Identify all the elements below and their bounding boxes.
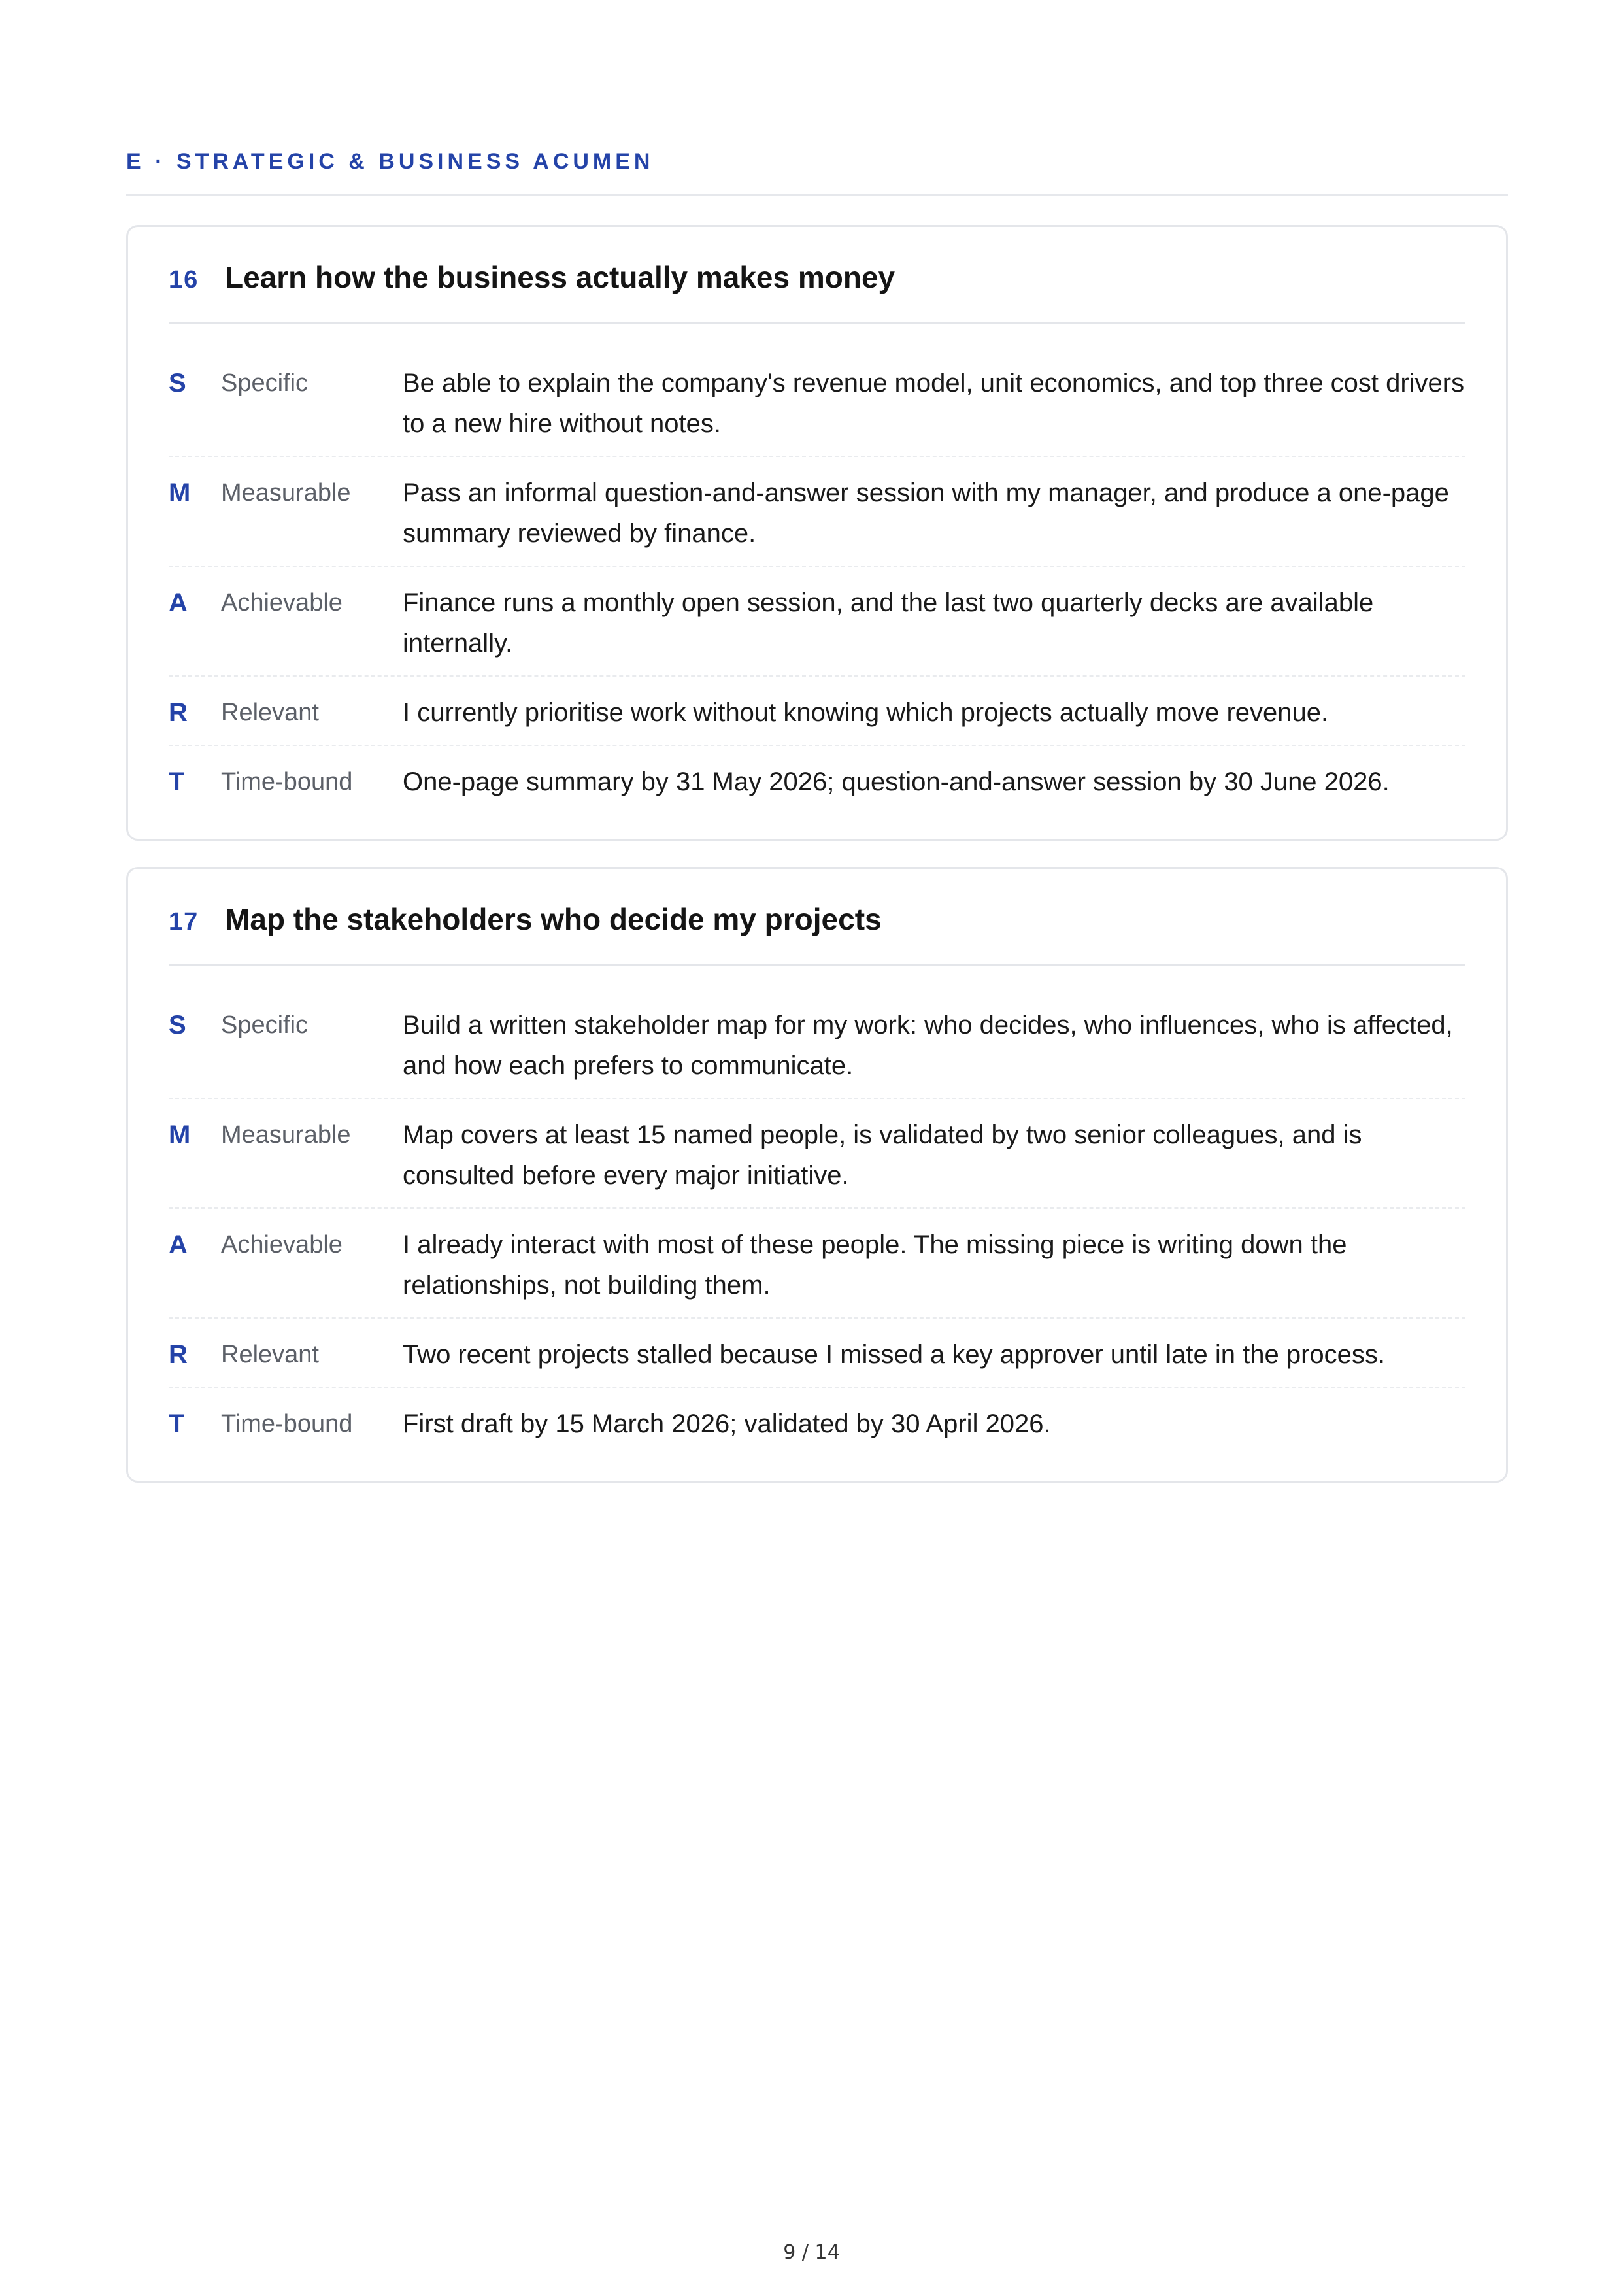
goal-card-17 (126, 867, 1508, 1483)
smart-row-specific (169, 350, 1465, 457)
smart-row-specific (169, 992, 1465, 1099)
page-number: 9 / 14 (783, 2241, 840, 2264)
goal-number: 17 (169, 908, 199, 936)
smart-letter: S (169, 1011, 186, 1039)
smart-row-achievable (169, 567, 1465, 677)
smart-row-measurable (169, 457, 1465, 567)
smart-row-relevant (169, 677, 1465, 746)
smart-label: Relevant (221, 1341, 319, 1368)
smart-row-achievable (169, 1209, 1465, 1319)
smart-label: Measurable (221, 1121, 351, 1149)
goal-title: Learn how the business actually makes money (225, 260, 895, 294)
smart-row-time-bound (169, 1388, 1465, 1456)
goal-card-16 (126, 225, 1508, 841)
smart-label: Achievable (221, 589, 343, 616)
smart-text: Pass an informal question-and-answer session with my manager, and produce a one-page summary reviewed by finance. (403, 479, 1449, 548)
smart-text: Map covers at least 15 named people, is validated by two senior colleagues, and is consulted before every major initiative. (403, 1121, 1362, 1190)
smart-letter: T (169, 768, 185, 796)
smart-label: Specific (221, 1011, 309, 1039)
smart-text: First draft by 15 March 2026; validated by 30 April 2026. (403, 1410, 1051, 1438)
smart-letter: S (169, 369, 186, 397)
smart-text: Finance runs a monthly open session, and the last two quarterly decks are available internally. (403, 588, 1374, 658)
goal-header (169, 900, 1465, 966)
smart-row-measurable (169, 1099, 1465, 1209)
smart-text: I already interact with most of these people. The missing piece is writing down the relationships, not building them. (403, 1230, 1347, 1300)
smart-text: I currently prioritise work without knowing which projects actually move revenue. (403, 698, 1329, 727)
smart-text: One-page summary by 31 May 2026; question-and-answer session by 30 June 2026. (403, 768, 1390, 796)
smart-text: Two recent projects stalled because I missed a key approver until late in the process. (403, 1340, 1385, 1369)
smart-letter: M (169, 1121, 191, 1149)
document-page (126, 0, 1508, 1483)
smart-label: Relevant (221, 699, 319, 726)
section-title: E · STRATEGIC & BUSINESS ACUMEN (126, 147, 1508, 196)
smart-label: Time-bound (221, 768, 353, 796)
goal-header (169, 258, 1465, 324)
smart-label: Measurable (221, 479, 351, 507)
smart-text: Build a written stakeholder map for my work: who decides, who influences, who is affected, and how each prefers to communicate. (403, 1011, 1453, 1080)
goal-number: 16 (169, 266, 199, 294)
smart-row-relevant (169, 1319, 1465, 1388)
goal-title: Map the stakeholders who decide my projects (225, 902, 882, 936)
smart-label: Achievable (221, 1231, 343, 1258)
smart-label: Specific (221, 369, 309, 397)
smart-text: Be able to explain the company's revenue model, unit economics, and top three cost drivers to a new hire without notes. (403, 369, 1465, 438)
smart-letter: A (169, 1230, 188, 1259)
smart-rows (169, 992, 1465, 1456)
smart-letter: R (169, 1340, 188, 1369)
smart-rows (169, 350, 1465, 814)
smart-letter: R (169, 698, 188, 727)
smart-letter: A (169, 588, 188, 617)
smart-letter: M (169, 479, 191, 507)
smart-label: Time-bound (221, 1410, 353, 1438)
smart-letter: T (169, 1410, 185, 1438)
smart-row-time-bound (169, 746, 1465, 814)
